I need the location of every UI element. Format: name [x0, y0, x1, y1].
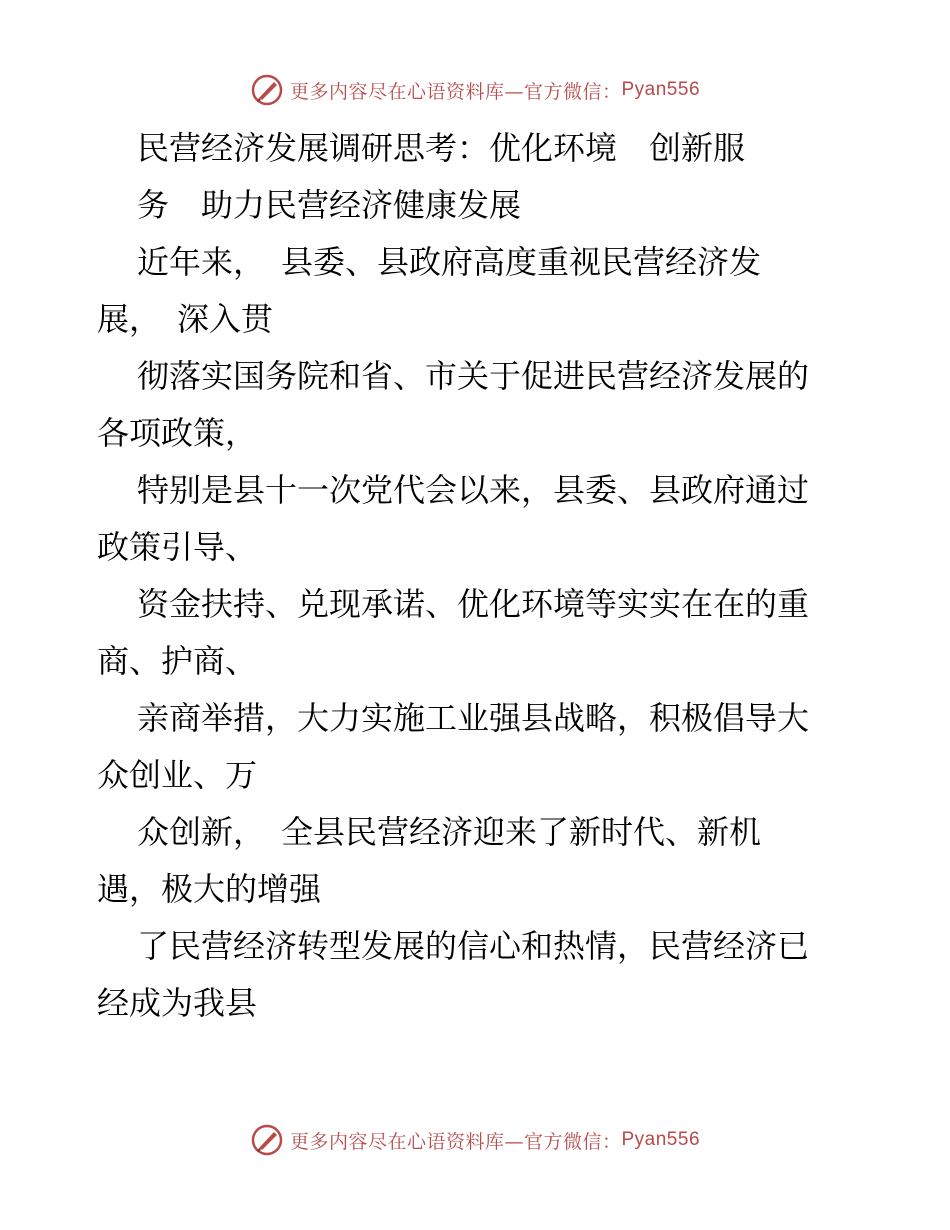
header-banner [0, 70, 950, 110]
quill-logo-icon [250, 73, 284, 107]
body-line: 各项政策， [97, 414, 258, 452]
body-line: 遇，极大的增强 [97, 870, 322, 908]
body-line: 商、护商、 [97, 642, 258, 680]
footer-banner-text: 更多内容尽在心语资料库—官方微信： [289, 1130, 622, 1153]
body-line: 众创业、万 [97, 756, 258, 794]
footer-banner-brand: Pyan556 [621, 1129, 701, 1150]
header-banner-text: 更多内容尽在心语资料库—官方微信： [289, 80, 622, 103]
body-line: 亲商举措，大力实施工业强县战略，积极倡导大 [137, 699, 810, 737]
body-line: 经成为我县 [97, 984, 258, 1022]
footer-banner [0, 1120, 950, 1160]
body-line: 特别是县十一次党代会以来，县委、县政府通过 [137, 471, 810, 509]
body-line: 政策引导、 [97, 528, 258, 566]
body-line: 彻落实国务院和省、市关于促进民营经济发展的 [137, 357, 810, 395]
body-line: 近年来， 县委、县政府高度重视民营经济发 [137, 243, 762, 281]
document-body [97, 120, 857, 1032]
body-line: 了民营经济转型发展的信心和热情，民营经济已 [137, 927, 810, 965]
body-line: 众创新， 全县民营经济迎来了新时代、新机 [137, 813, 762, 851]
body-line: 资金扶持、兑现承诺、优化环境等实实在在的重 [137, 585, 810, 623]
header-banner-brand: Pyan556 [621, 79, 701, 100]
body-line: 展， 深入贯 [97, 300, 274, 338]
document-title-line-1: 民营经济发展调研思考：优化环境 创新服 [137, 129, 746, 167]
document-title-line-2: 务 助力民营经济健康发展 [137, 186, 522, 224]
quill-logo-icon [250, 1123, 284, 1157]
